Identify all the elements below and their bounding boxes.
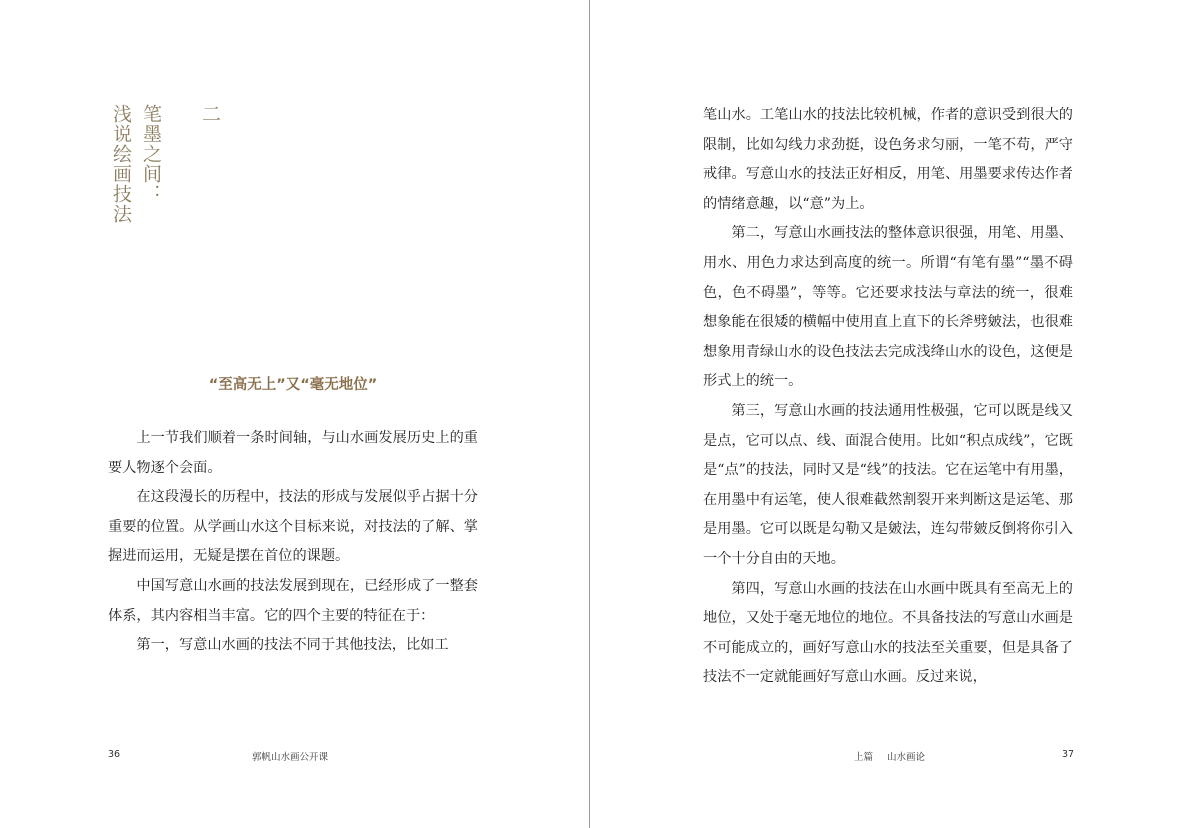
paragraph: 第一，写意山水画的技法不同于其他技法，比如工: [136, 637, 449, 654]
section-title: “至高无上”又“毫无地位”: [208, 377, 378, 393]
paragraph-continuation: 笔山水。工笔山水的技法比较机械，作者的意识受到很大的限制，比如勾线力求劲挺，设色务求匀丽，一笔不苟，严守戒律。写意山水的技法正好相反，用笔、用墨要求传达作者的情绪意趣，以“意”为上。: [703, 107, 1073, 212]
page-number: 37: [1062, 749, 1075, 760]
footer-chapter-title: 山水画论: [887, 752, 926, 763]
page-number: 36: [108, 749, 121, 760]
chapter-title-line2: 浅说绘画技法: [110, 104, 132, 224]
paragraph: 中国写意山水画的技法发展到现在，已经形成了一整套体系，其内容相当丰富。它的四个主要的特征在于：: [108, 577, 478, 624]
footer-section: [854, 749, 925, 763]
paragraph: 在这段漫长的历程中，技法的形成与发展似乎占据十分重要的位置。从学画山水这个目标来说，对技法的了解、掌握进而运用，无疑是摆在首位的课题。: [108, 489, 478, 565]
footer-book-title: 郭帆山水画公开课: [252, 752, 329, 763]
chapter-number: 二: [199, 104, 221, 124]
footer-part: 上篇: [854, 752, 874, 763]
left-body-text: [108, 424, 478, 661]
right-page: [590, 0, 1179, 828]
paragraph: 第三，写意山水画的技法通用性极强，它可以既是线又是点，它可以点、线、面混合使用。比如“积点成线”，它既是“点”的技法，同时又是“线”的技法。它在运笔中有用墨，在用墨中有运笔，使人很难截然割裂开来判断这是运笔、那是用墨。它可以既是勾勒又是皴法，连勾带皴反倒将你引入一个十分自由的天地。: [703, 402, 1073, 567]
right-body-text: [703, 101, 1073, 693]
left-page: [0, 0, 589, 828]
paragraph: 上一节我们顺着一条时间轴，与山水画发展历史上的重要人物逐个会面。: [108, 430, 478, 476]
paragraph: 第二，写意山水画技法的整体意识很强，用笔、用墨、用水、用色力求达到高度的统一。所谓“有笔有墨”“墨不碍色，色不碍墨”，等等。它还要求技法与章法的统一，很难想象能在很矮的横幅中使用直上直下的长斧劈皴法，也很难想象用青绿山水的设色技法去完成浅绛山水的设色，这便是形式上的统一。: [703, 225, 1073, 390]
chapter-title-line1: 笔墨之间：: [140, 104, 162, 204]
paragraph: 第四，写意山水画的技法在山水画中既具有至高无上的地位，又处于毫无地位的地位。不具备技法的写意山水画是不可能成立的，画好写意山水的技法至关重要，但是具备了技法不一定就能画好写意山水画。反过来说，: [703, 580, 1073, 686]
